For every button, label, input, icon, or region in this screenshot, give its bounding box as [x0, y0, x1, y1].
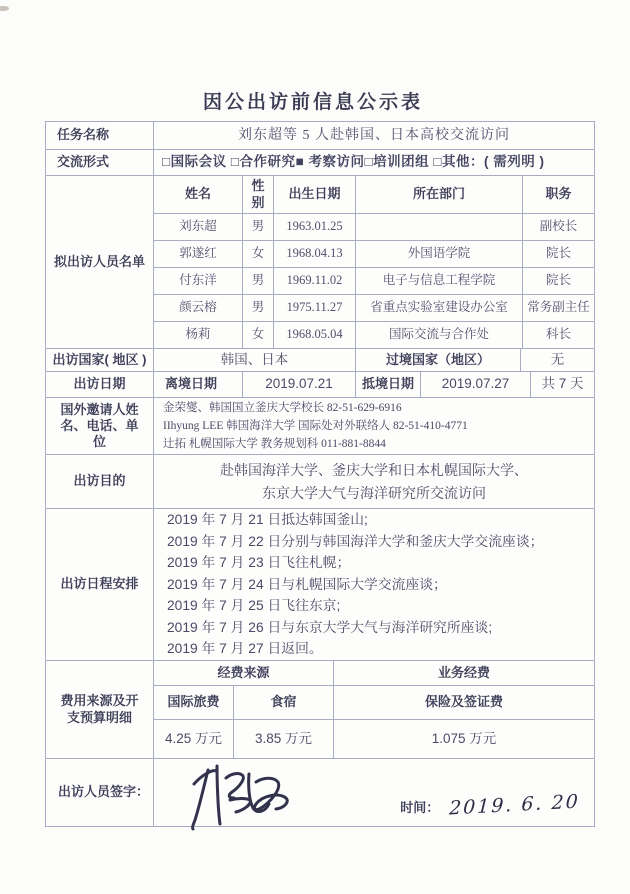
header-name: 姓名 — [154, 176, 243, 213]
exchange-type-label: 交流形式 — [46, 150, 154, 175]
inviters-label: 国外邀请人姓名、电话、单位 — [46, 398, 154, 454]
purpose-line: 赴韩国海洋大学、釜庆大学和日本札幌国际大学、 — [220, 461, 528, 478]
person-birth: 1969.11.02 — [274, 268, 356, 294]
header-duty: 职务 — [545, 186, 572, 202]
person-duty: 常务副主任 — [527, 300, 590, 315]
table-row — [154, 214, 594, 241]
itinerary-line: 2019 年 7 月 21 日抵达韩国釜山; — [167, 512, 368, 528]
scan-artifact — [0, 6, 9, 11]
person-sex: 男 — [243, 268, 274, 294]
publicity-form-table — [45, 121, 595, 827]
signature-label: 出访人员签字： — [46, 759, 154, 826]
budget-source-header: 经费来源 — [154, 661, 334, 685]
delegation-header-row — [154, 176, 594, 214]
page-title: 因公出访前信息公示表 — [202, 92, 423, 113]
budget-meal-label: 食宿 — [234, 686, 334, 719]
person-birth: 1968.04.13 — [274, 241, 356, 267]
table-row — [154, 268, 594, 295]
budget-values-row — [154, 720, 594, 758]
header-sex: 性别 — [243, 176, 274, 213]
exchange-type-checkboxes: □国际会议 □合作研究■ 考察访问□培训团组 □其他：( 需列明 ) — [162, 154, 545, 170]
budget-travel-value: 4.25 万元 — [154, 720, 234, 758]
budget-table — [154, 661, 594, 758]
delegation-table — [154, 176, 594, 348]
person-name: 颜云榕 — [154, 295, 243, 321]
budget-label: 费用来源及开支预算明细 — [46, 661, 154, 758]
itinerary-label: 出访日程安排 — [46, 509, 154, 660]
handwritten-signature — [186, 762, 304, 830]
purpose-line: 东京大学大气与海洋研究所交流访问 — [262, 484, 486, 501]
arrival-date: 2019.07.27 — [421, 372, 531, 397]
itinerary-line: 2019 年 7 月 24 日与札幌国际大学交流座谈； — [167, 576, 447, 592]
person-sex: 男 — [243, 295, 274, 321]
budget-travel-label: 国际旅费 — [154, 686, 234, 719]
task-name-row — [46, 122, 594, 150]
itinerary-row — [46, 509, 594, 661]
person-duty: 院长 — [545, 246, 571, 261]
person-dept: 省重点实验室建设办公室 — [356, 295, 523, 321]
departure-label: 离境日期 — [154, 372, 243, 397]
itinerary-list — [154, 509, 594, 660]
signature-time — [400, 790, 581, 820]
inviter-line: IIhyung LEE 韩国海洋大学 国际处对外联络人 82-51-410-4771 — [163, 420, 468, 432]
exchange-type-row — [46, 150, 594, 176]
budget-meal-value: 3.85 万元 — [234, 720, 334, 758]
person-duty: 副校长 — [539, 219, 578, 234]
inviters-list — [154, 398, 594, 454]
countries-value: 韩国、日本 — [154, 349, 356, 371]
task-name-label: 任务名称 — [46, 122, 154, 149]
person-sex: 男 — [243, 214, 274, 240]
person-birth: 1975.11.27 — [274, 295, 356, 321]
person-dept: 国际交流与合作处 — [356, 322, 523, 348]
person-name: 刘东超 — [154, 214, 243, 240]
person-name: 付东洋 — [154, 268, 243, 294]
transit-label: 过境国家（地区） — [356, 349, 521, 371]
person-birth: 1963.01.25 — [274, 214, 356, 240]
itinerary-line: 2019 年 7 月 26 日与东京大学大气与海洋研究所座谈; — [167, 619, 493, 635]
dates-row — [46, 372, 594, 398]
header-birth: 出生日期 — [274, 176, 356, 213]
table-row — [154, 295, 594, 322]
itinerary-line: 2019 年 7 月 23 日飞往札幌； — [167, 555, 351, 571]
table-row — [154, 322, 594, 348]
task-name-value: 刘东超等 5 人赴韩国、日本高校交流访问 — [238, 127, 510, 143]
signature-row — [46, 759, 594, 826]
arrival-label: 抵境日期 — [356, 372, 421, 397]
transit-value: 无 — [550, 351, 565, 367]
inviter-line: 辻拓 札幌国际大学 教务规划科 011-881-8844 — [163, 438, 386, 450]
time-label: 时间： — [400, 799, 440, 815]
person-duty: 院长 — [545, 273, 571, 288]
itinerary-line: 2019 年 7 月 25 日飞往东京; — [167, 598, 341, 614]
purpose-label: 出访目的 — [46, 455, 154, 508]
budget-categories-row — [154, 686, 594, 720]
table-row — [154, 241, 594, 268]
person-name: 郭遂红 — [154, 241, 243, 267]
handwritten-date: 2019. 6. 20 — [448, 790, 581, 820]
purpose-text — [154, 455, 594, 508]
delegation-section — [46, 176, 594, 349]
itinerary-line: 2019 年 7 月 22 日分别与韩国海洋大学和釜庆大学交流座谈； — [167, 533, 544, 549]
budget-section — [46, 661, 594, 759]
delegation-label: 拟出访人员名单 — [46, 176, 154, 348]
budget-header-row — [154, 661, 594, 686]
budget-insurance-label: 保险及签证费 — [424, 694, 503, 710]
departure-date: 2019.07.21 — [243, 372, 356, 397]
dates-label: 出访日期 — [46, 372, 154, 397]
trip-duration: 共 7 天 — [541, 376, 584, 392]
person-birth: 1968.05.04 — [274, 322, 356, 348]
purpose-row — [46, 455, 594, 509]
person-dept — [356, 214, 523, 240]
person-sex: 女 — [243, 322, 274, 348]
budget-business-header: 业务经费 — [437, 664, 490, 680]
person-duty: 科长 — [545, 327, 571, 342]
person-dept: 电子与信息工程学院 — [356, 268, 523, 294]
inviters-row — [46, 398, 594, 455]
inviter-line: 金荣燮、韩国国立釜庆大学校长 82-51-629-6916 — [163, 402, 402, 414]
person-name: 杨莉 — [154, 322, 243, 348]
budget-insurance-value: 1.075 万元 — [431, 730, 497, 746]
person-sex: 女 — [243, 241, 274, 267]
header-dept: 所在部门 — [356, 176, 523, 213]
countries-row — [46, 349, 594, 372]
person-dept: 外国语学院 — [356, 241, 523, 267]
signature-area — [154, 759, 594, 826]
countries-label: 出访国家( 地区 ) — [46, 349, 154, 371]
itinerary-line: 2019 年 7 月 27 日返回。 — [167, 641, 323, 657]
